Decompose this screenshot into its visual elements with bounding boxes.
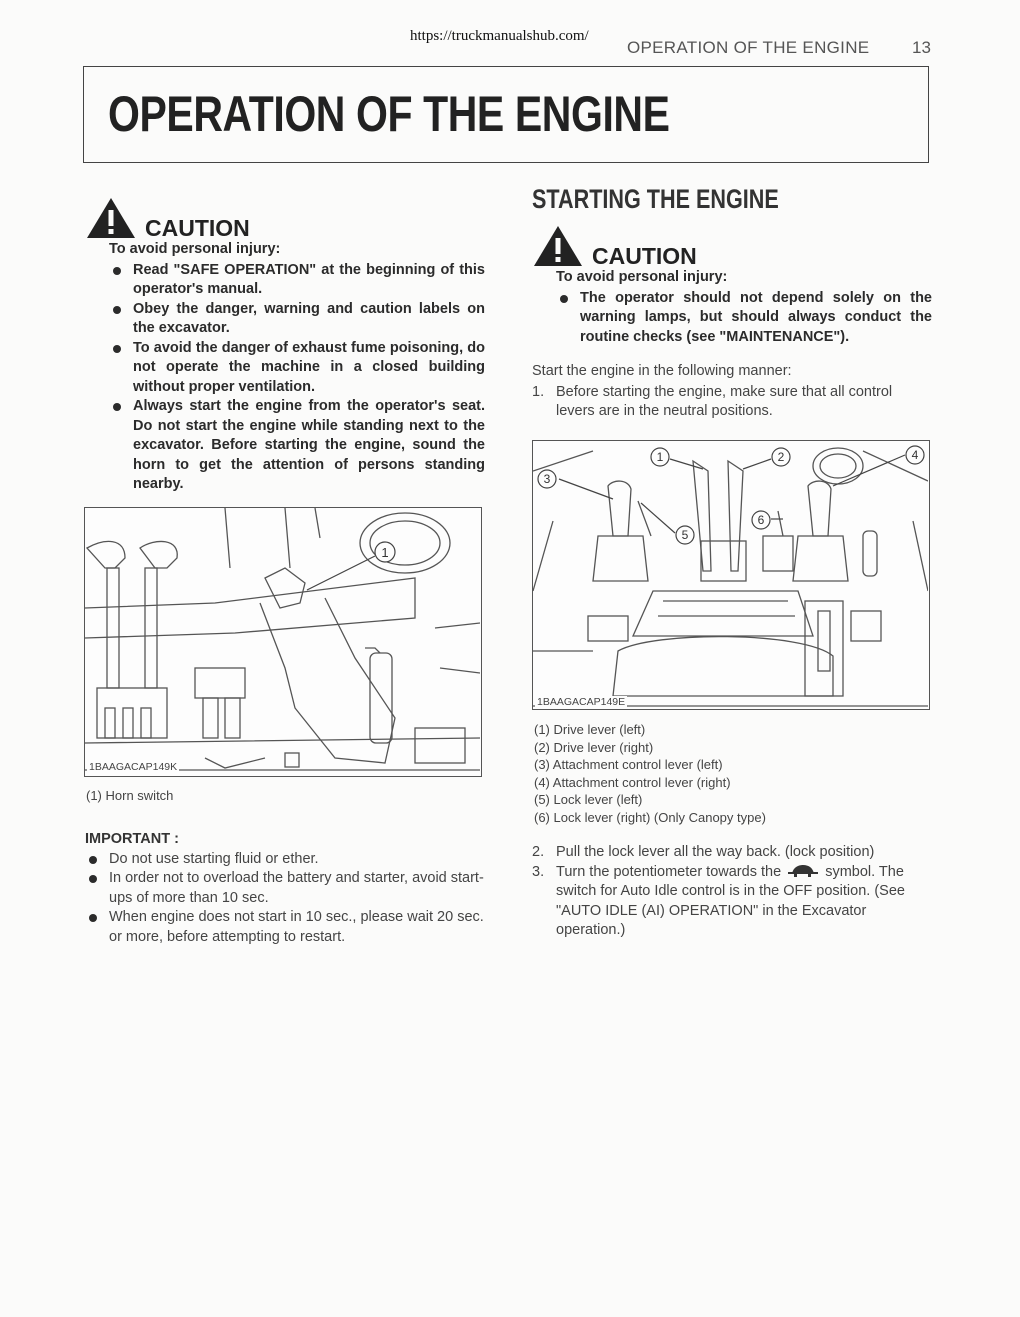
- list-item: Obey the danger, warning and caution labels on the excavator.: [109, 300, 485, 339]
- step-number: 1.: [532, 383, 545, 400]
- list-item: [532, 863, 932, 941]
- callout-3: 3: [543, 472, 551, 486]
- right-caution-block: [532, 224, 932, 347]
- list-item: Do not use starting fluid or ether.: [85, 850, 487, 870]
- caution-label: CAUTION: [145, 215, 250, 241]
- callout-1: 1: [381, 545, 389, 560]
- step-number: 2.: [532, 844, 545, 860]
- title-box: [83, 66, 929, 163]
- source-url[interactable]: https://truckmanualshub.com/: [410, 28, 589, 44]
- list-item: When engine does not start in 10 sec., please wait 20 sec. or more, before attempting to restart.: [85, 908, 487, 947]
- steps-list-second: [532, 843, 932, 941]
- step-number: 3.: [532, 863, 545, 880]
- caption-item: (4) Attachment control lever (right): [534, 774, 731, 790]
- callout-4: 4: [911, 448, 919, 462]
- step-text: Before starting the engine, make sure that all control levers are in the neutral positions.: [556, 383, 893, 419]
- callout-5: 5: [681, 528, 689, 542]
- steps-list-first: [532, 383, 932, 422]
- caution-intro: To avoid personal injury:: [556, 269, 728, 285]
- list-item: [532, 383, 932, 422]
- caption-item: (3) Attachment control lever (left): [534, 757, 723, 772]
- figure-code: 1BAAGACAP149K: [89, 761, 178, 773]
- figure-caption: (1) Horn switch: [86, 788, 174, 803]
- figure-code: 1BAAGACAP149E: [537, 696, 626, 708]
- horn-switch-figure: [84, 507, 482, 777]
- callout-6: 6: [757, 513, 765, 527]
- cab-illustration-left: [85, 508, 480, 775]
- caution-heading: [532, 224, 932, 268]
- caution-intro: To avoid personal injury:: [109, 241, 281, 257]
- list-item: [532, 843, 932, 863]
- section-title: STARTING THE ENGINE: [532, 184, 779, 214]
- caption-item: (2) Drive lever (right): [534, 739, 654, 755]
- step-text: Pull the lock lever all the way back. (lock position): [556, 844, 875, 860]
- intro-text: Start the engine in the following manner:: [532, 363, 792, 379]
- control-levers-figure: [532, 440, 930, 710]
- callout-1: 1: [656, 450, 664, 464]
- warning-triangle-icon: [532, 224, 584, 268]
- list-item: Read "SAFE OPERATION" at the beginning of this operator's manual.: [109, 261, 485, 300]
- turtle-icon: [788, 864, 818, 877]
- caption-item: (1) Drive lever (left): [534, 722, 646, 737]
- start-instructions: [532, 362, 932, 422]
- important-block: [85, 830, 487, 947]
- start-steps-continued: [532, 843, 932, 941]
- caution-label: CAUTION: [592, 243, 697, 269]
- caution-heading: [85, 196, 485, 240]
- caption-item: (5) Lock lever (left): [534, 792, 643, 807]
- page-number: 13: [912, 38, 931, 57]
- list-item: The operator should not depend solely on the warning lamps, but should always conduct the routine checks (see "MAINTENANCE").: [556, 289, 932, 348]
- important-label: IMPORTANT :: [85, 831, 179, 847]
- figure-captions: [534, 721, 766, 826]
- left-caution-block: [85, 196, 485, 495]
- important-list: [85, 850, 487, 948]
- caption-item: (6) Lock lever (right) (Only Canopy type): [534, 809, 766, 825]
- warning-triangle-icon: [85, 196, 137, 240]
- list-item: To avoid the danger of exhaust fume poisoning, do not operate the machine in a closed building without proper ventilation.: [109, 339, 485, 398]
- caution-list: [556, 289, 932, 348]
- list-item: In order not to overload the battery and starter, avoid start-ups of more than 10 sec.: [85, 869, 487, 908]
- step-text: symbol. The switch for Auto Idle control is in the OFF position. (See "AUTO IDLE (AI) OPERATION" in the Excavator operation.): [556, 863, 905, 938]
- running-title: OPERATION OF THE ENGINE: [627, 38, 870, 57]
- step-text: Turn the potentiometer towards the: [556, 863, 782, 880]
- callout-2: 2: [777, 450, 785, 464]
- caution-list: [109, 261, 485, 495]
- list-item: Always start the engine from the operator's seat. Do not start the engine while standing next to the excavator. Before starting the engine, sound the horn to get the attention of persons standing nearby.: [109, 397, 485, 495]
- cab-illustration-right: [533, 441, 928, 708]
- page-title: OPERATION OF THE ENGINE: [108, 86, 670, 142]
